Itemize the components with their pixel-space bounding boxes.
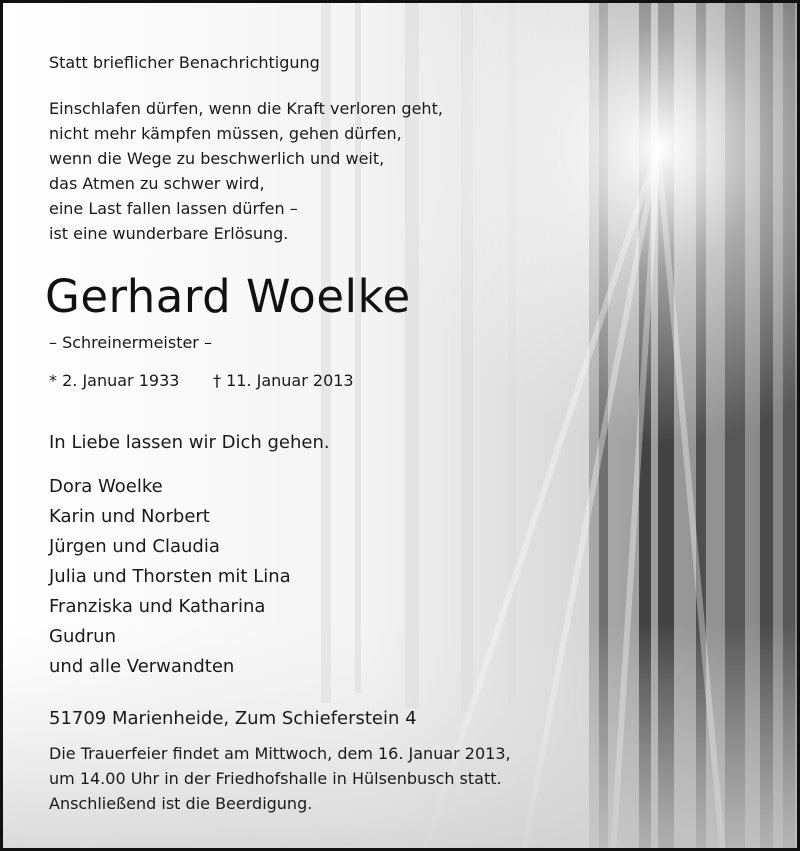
- birth-date: * 2. Januar 1933: [49, 371, 180, 390]
- poem-line: ist eine wunderbare Erlösung.: [49, 224, 289, 243]
- death-date: † 11. Januar 2013: [213, 371, 354, 390]
- header-line: Statt brieflicher Benachrichtigung: [49, 53, 320, 72]
- address-line: 51709 Marienheide, Zum Schieferstein 4: [49, 708, 417, 729]
- funeral-info-line: Anschließend ist die Beerdigung.: [49, 794, 313, 813]
- mourner-name: Jürgen und Claudia: [49, 536, 220, 557]
- mourner-name: Dora Woelke: [49, 476, 163, 497]
- mourner-name: und alle Verwandten: [49, 656, 235, 677]
- deceased-name: Gerhard Woelke: [45, 270, 411, 323]
- poem-line: wenn die Wege zu beschwerlich und weit,: [49, 149, 385, 168]
- profession: – Schreinermeister –: [49, 333, 212, 352]
- funeral-info-line: um 14.00 Uhr in der Friedhofshalle in Hülsenbusch statt.: [49, 769, 502, 788]
- farewell-line: In Liebe lassen wir Dich gehen.: [49, 432, 330, 453]
- mourner-name: Franziska und Katharina: [49, 596, 266, 617]
- mourner-name: Karin und Norbert: [49, 506, 210, 527]
- mourner-name: Gudrun: [49, 626, 116, 647]
- poem-line: eine Last fallen lassen dürfen –: [49, 199, 298, 218]
- poem-line: Einschlafen dürfen, wenn die Kraft verloren geht,: [49, 99, 443, 118]
- funeral-info-line: Die Trauerfeier findet am Mittwoch, dem 16. Januar 2013,: [49, 744, 511, 763]
- mourner-name: Julia und Thorsten mit Lina: [49, 566, 291, 587]
- poem-line: das Atmen zu schwer wird,: [49, 174, 265, 193]
- poem-line: nicht mehr kämpfen müssen, gehen dürfen,: [49, 124, 402, 143]
